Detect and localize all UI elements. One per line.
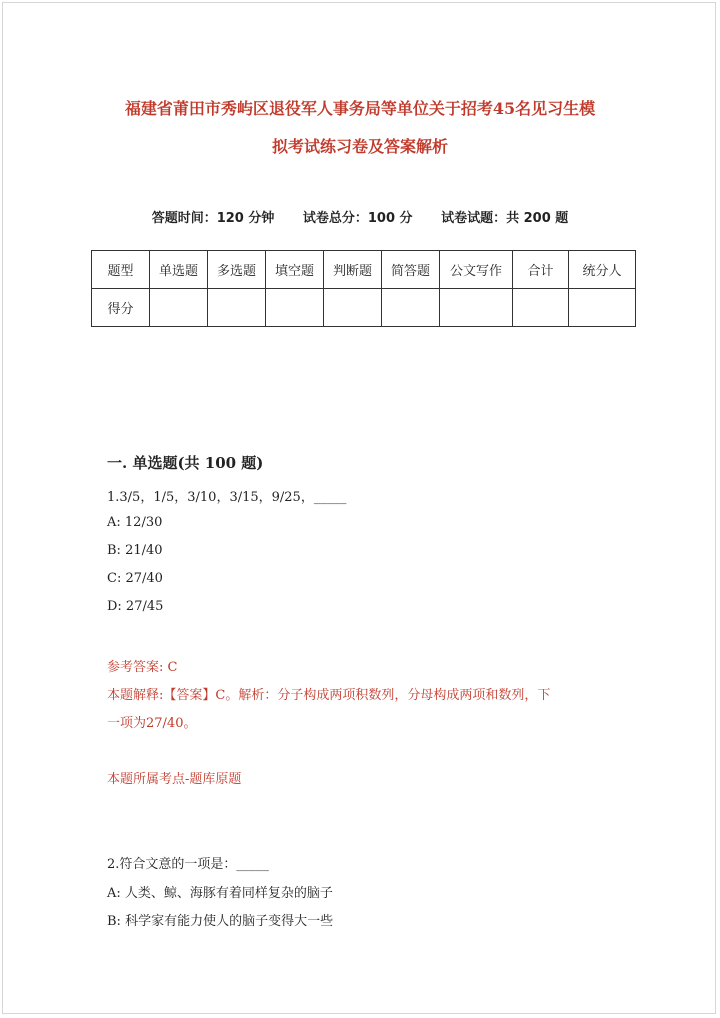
score-cell xyxy=(208,289,266,327)
question-1-stem: 1.3/5，1/5，3/10，3/15，9/25，_____ xyxy=(107,490,347,505)
question-2-stem: 2.符合文意的一项是：_____ xyxy=(107,857,269,872)
question-1-explanation-line2: 一项为27/40。 xyxy=(107,716,197,731)
header-cell: 填空题 xyxy=(266,251,324,289)
question-1-source: 本题所属考点-题库原题 xyxy=(107,772,242,787)
score-cell xyxy=(382,289,440,327)
question-1-option-c: C: 27/40 xyxy=(107,571,163,586)
question-1-explanation-line1: 本题解释:【答案】C。解析：分子构成两项积数列，分母构成两项和数列，下 xyxy=(107,688,551,703)
header-cell: 统分人 xyxy=(569,251,636,289)
exam-meta xyxy=(0,207,720,226)
score-table-score-row xyxy=(92,289,636,327)
score-cell xyxy=(266,289,324,327)
exam-time: 答题时间：120 分钟 xyxy=(151,211,275,226)
header-cell: 合计 xyxy=(513,251,569,289)
question-1-answer: 参考答案: C xyxy=(107,660,178,675)
score-cell xyxy=(440,289,513,327)
question-2-option-b: B: 科学家有能力使人的脑子变得大一些 xyxy=(107,914,334,929)
score-cell xyxy=(513,289,569,327)
header-cell: 题型 xyxy=(92,251,150,289)
header-cell: 单选题 xyxy=(150,251,208,289)
score-table-header-row xyxy=(92,251,636,289)
exam-total-score: 试卷总分：100 分 xyxy=(302,211,413,226)
score-cell xyxy=(150,289,208,327)
document-title-line2: 拟考试练习卷及答案解析 xyxy=(271,137,448,156)
exam-question-count: 试卷试题：共 200 题 xyxy=(441,211,569,226)
score-cell xyxy=(324,289,382,327)
header-cell: 判断题 xyxy=(324,251,382,289)
score-table xyxy=(91,250,636,327)
question-2-option-a: A: 人类、鲸、海豚有着同样复杂的脑子 xyxy=(107,886,333,901)
question-1-option-b: B: 21/40 xyxy=(107,543,163,558)
score-cell xyxy=(569,289,636,327)
document-title-line1: 福建省莆田市秀屿区退役军人事务局等单位关于招考45名见习生模 xyxy=(124,99,596,118)
question-1-option-a: A: 12/30 xyxy=(107,515,163,530)
header-cell: 多选题 xyxy=(208,251,266,289)
header-cell: 公文写作 xyxy=(440,251,513,289)
row-label-cell: 得分 xyxy=(92,289,150,327)
header-cell: 简答题 xyxy=(382,251,440,289)
section-title: 一. 单选题(共 100 题) xyxy=(107,454,264,472)
question-1-option-d: D: 27/45 xyxy=(107,599,164,614)
